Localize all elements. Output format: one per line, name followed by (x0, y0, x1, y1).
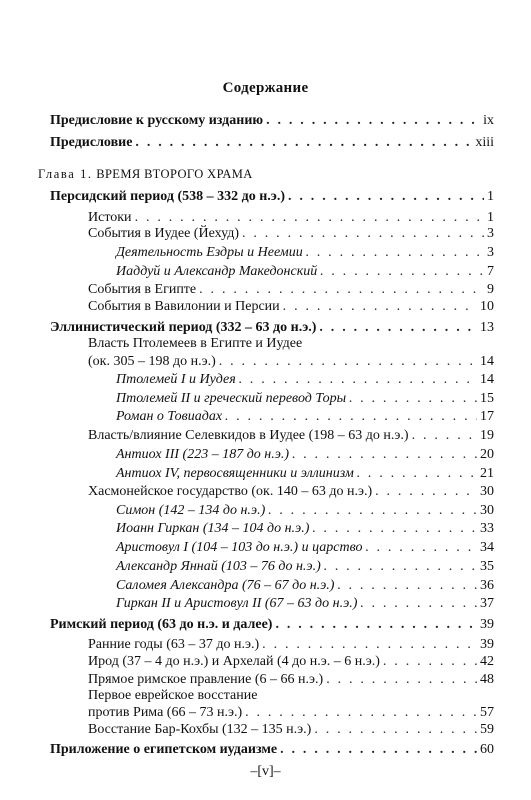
toc-entry-text: Гиркан II и Аристовул II (67 – 63 до н.э.) (116, 596, 358, 611)
toc-leader (412, 428, 477, 444)
toc-entry-page: 3 (487, 245, 494, 260)
toc-entry[interactable] (50, 617, 494, 633)
toc-leader (268, 503, 477, 519)
toc-entry-text: Предисловие (50, 135, 133, 150)
toc-leader (375, 484, 477, 500)
toc-entry[interactable] (116, 409, 494, 425)
toc-entry-page: 1 (487, 189, 494, 204)
toc-entry-text-line1: Власть Птолемеев в Египте и Иудее (88, 336, 303, 351)
toc-leader (280, 742, 477, 758)
toc-leader (288, 189, 484, 205)
toc-leader (283, 299, 477, 315)
toc-entry-page: 7 (487, 264, 494, 279)
toc-entry-page: 3 (487, 226, 494, 241)
toc-entry-page: 15 (480, 391, 494, 406)
toc-entry-text: Приложение о египетском иудаизме (50, 742, 278, 757)
toc-entry-page: 35 (480, 559, 494, 574)
toc-leader (337, 578, 477, 594)
toc-entry-page: 13 (480, 320, 494, 335)
toc-entry[interactable] (88, 354, 494, 370)
toc-entry[interactable] (116, 503, 494, 519)
toc-entry-text: Ирод (37 – 4 до н.э.) и Архелай (4 до н.э. – 6 н.э.) (88, 654, 380, 669)
toc-entry-page: 1 (487, 210, 494, 225)
toc-leader (320, 264, 484, 280)
toc-entry-page: ix (483, 113, 494, 128)
page-title: Содержание (222, 80, 309, 96)
toc-leader (245, 705, 477, 721)
toc-entry[interactable] (50, 135, 494, 151)
toc-leader (314, 722, 477, 738)
toc-leader (324, 559, 477, 575)
toc-entry-text: Персидский период (538 – 332 до н.э.) (50, 189, 285, 204)
toc-entry-page: 14 (480, 372, 494, 387)
toc-entry[interactable] (88, 722, 494, 738)
toc-entry-page: 59 (480, 722, 494, 737)
toc-entry[interactable] (88, 637, 494, 653)
toc-entry-page: 36 (480, 578, 494, 593)
toc-entry-text-line2: (ок. 305 – 198 до н.э.) (88, 354, 216, 369)
toc-entry-text: Аристовул I (104 – 103 до н.э.) и царство (116, 540, 363, 555)
toc-entry-page: 34 (480, 540, 494, 555)
toc-entry-text: Александр Яннай (103 – 76 до н.э.) (116, 559, 321, 574)
toc-entry[interactable] (88, 226, 494, 242)
toc-entry-text: Птолемей II и греческий перевод Торы (116, 391, 347, 406)
toc-entry[interactable] (88, 654, 494, 670)
toc-leader (239, 372, 477, 388)
toc-entry-text: События в Египте (88, 282, 197, 297)
toc-entry-text: Предисловие к русскому изданию (50, 113, 264, 128)
toc-entry[interactable] (116, 521, 494, 537)
toc-entry-page: 20 (480, 447, 494, 462)
toc-leader (360, 596, 477, 612)
toc-leader (312, 521, 477, 537)
toc-leader (135, 135, 472, 151)
toc-entry-text: Хасмонейское государство (ок. 140 – 63 до н.э.) (88, 484, 373, 499)
toc-entry[interactable] (88, 299, 494, 315)
toc-leader (383, 654, 477, 670)
toc-leader (135, 210, 484, 226)
toc-entry-text: Ранние годы (63 – 37 до н.э.) (88, 637, 260, 652)
toc-entry[interactable] (88, 428, 494, 444)
toc-entry[interactable] (116, 245, 494, 261)
toc-entry-text: Власть/влияние Селевкидов в Иудее (198 – 63 до н.э.) (88, 428, 409, 443)
toc-entry-text: Саломея Александра (76 – 67 до н.э.) (116, 578, 335, 593)
toc-entry-page: 9 (487, 282, 494, 297)
toc-entry[interactable] (116, 447, 494, 463)
toc-entry-text: Римский период (63 до н.э. и далее) (50, 617, 273, 632)
toc-entry[interactable] (116, 559, 494, 575)
toc-entry-text: Антиох IV, первосвященники и эллинизм (116, 466, 354, 481)
toc-entry-page: 14 (480, 354, 494, 369)
toc-entry[interactable] (116, 596, 494, 612)
toc-entry-page: 30 (480, 484, 494, 499)
toc-entry-page: 39 (480, 617, 494, 632)
toc-entry[interactable] (88, 210, 494, 226)
toc-entry-page: 19 (480, 428, 494, 443)
page-number: –[v]– (250, 764, 281, 779)
toc-entry-page: 39 (480, 637, 494, 652)
toc-entry-page: 37 (480, 596, 494, 611)
toc-entry[interactable] (50, 189, 494, 205)
toc-entry[interactable] (88, 672, 494, 688)
toc-entry-text-line2: против Рима (66 – 73 н.э.) (88, 705, 243, 720)
toc-leader (357, 466, 477, 482)
chapter-title: ВРЕМЯ ВТОРОГО ХРАМА (96, 167, 253, 181)
toc-entry-text: Восстание Бар-Кохбы (132 – 135 н.э.) (88, 722, 312, 737)
toc-entry-text-line1: Первое еврейское восстание (88, 688, 258, 703)
toc-entry-text: Роман о Товиадах (116, 409, 223, 424)
toc-leader (349, 391, 477, 407)
toc-entry-page: 33 (480, 521, 494, 536)
toc-entry-text: Истоки (88, 210, 132, 225)
toc-entry-text: Иаддуй и Александр Македонский (116, 264, 318, 279)
toc-entry-page: 42 (480, 654, 494, 669)
toc-leader (199, 282, 484, 298)
toc-entry[interactable] (116, 466, 494, 482)
toc-entry-text: События в Иудее (Йехуд) (88, 226, 239, 241)
chapter-heading (38, 167, 253, 182)
toc-leader (219, 354, 477, 370)
toc-entry-page: 60 (480, 742, 494, 757)
toc-leader (319, 320, 477, 336)
toc-entry[interactable] (50, 742, 494, 758)
toc-leader (365, 540, 477, 556)
toc-entry-page: 17 (480, 409, 494, 424)
toc-entry[interactable] (88, 705, 494, 721)
toc-entry[interactable] (88, 282, 494, 298)
toc-entry-text: Деятельность Ездры и Неемии (116, 245, 303, 260)
toc-leader (225, 409, 477, 425)
toc-entry[interactable] (116, 372, 494, 388)
toc-entry-text: Иоанн Гиркан (134 – 104 до н.э.) (116, 521, 310, 536)
chapter-label: Глава 1. (38, 167, 93, 181)
toc-entry-text: Антиох III (223 – 187 до н.э.) (116, 447, 290, 462)
toc-leader (306, 245, 484, 261)
toc-entry-page: 21 (480, 466, 494, 481)
toc-entry-page: 30 (480, 503, 494, 518)
toc-leader (262, 637, 477, 653)
toc-entry-text: Прямое римское правление (6 – 66 н.э.) (88, 672, 324, 687)
toc-leader (242, 226, 484, 242)
toc-entry[interactable] (116, 578, 494, 594)
toc-entry-page: 57 (480, 705, 494, 720)
toc-entry-page: xiii (475, 135, 494, 150)
toc-leader (326, 672, 477, 688)
toc-entry-text: Симон (142 – 134 до н.э.) (116, 503, 266, 518)
toc-entry-page: 48 (480, 672, 494, 687)
toc-entry-text: События в Вавилонии и Персии (88, 299, 280, 314)
toc-entry[interactable] (116, 264, 494, 280)
toc-entry[interactable] (88, 484, 494, 500)
toc-entry[interactable] (50, 113, 494, 129)
toc-entry-page: 10 (480, 299, 494, 314)
toc-entry[interactable] (116, 540, 494, 556)
toc-entry-text: Эллинистический период (332 – 63 до н.э.) (50, 320, 317, 335)
toc-leader (266, 113, 480, 129)
toc-entry[interactable] (116, 391, 494, 407)
toc-leader (292, 447, 477, 463)
toc-leader (275, 617, 477, 633)
toc-entry[interactable] (50, 320, 494, 336)
toc-entry-text: Птолемей I и Иудея (116, 372, 236, 387)
